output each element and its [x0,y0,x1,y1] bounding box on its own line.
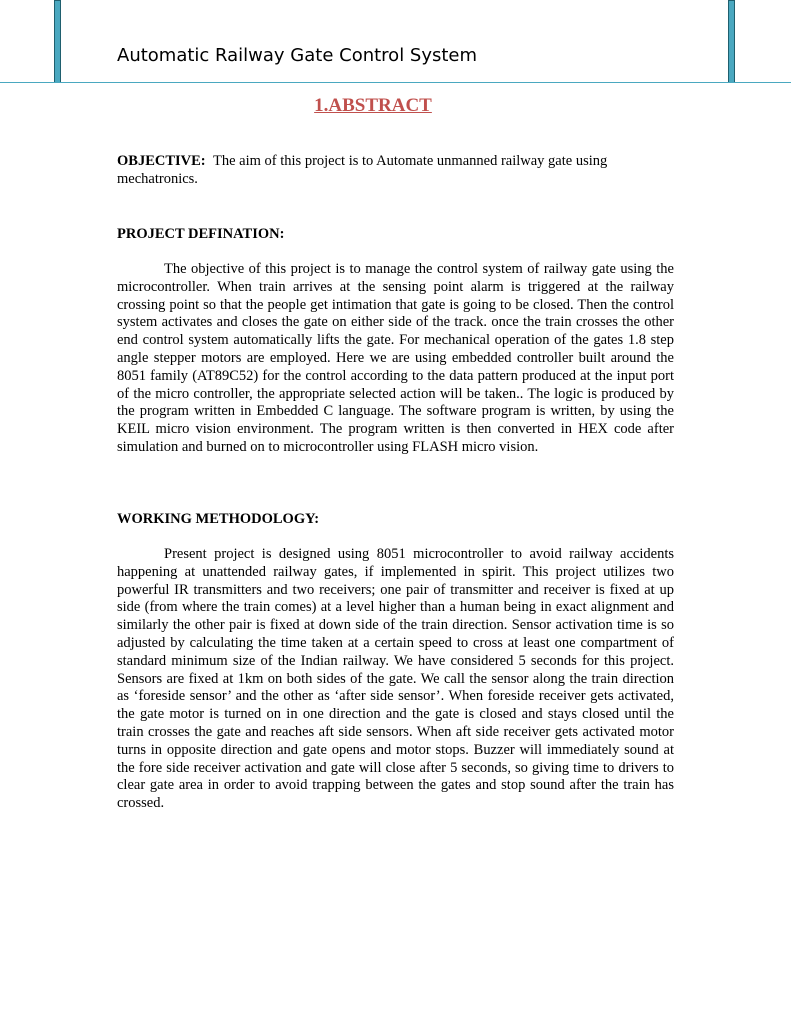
working-methodology-heading: WORKING METHODOLOGY: [117,511,320,527]
header-title: Automatic Railway Gate Control System [117,45,478,66]
header-left-bar [54,0,61,83]
objective-paragraph [117,152,677,188]
project-definition-heading: PROJECT DEFINATION: [117,226,285,242]
header-divider [0,82,791,83]
objective-label: OBJECTIVE: [117,153,206,169]
project-definition-body: The objective of this project is to manage the control system of railway gate using the microcontroller. When train arrives at the sensing point alarm is triggered at the railway crossing point so that the people get intimation that gate is going to be closed. Then the control system activates and closes the gate on either side of the track. once the train crosses the other end control system automatically lifts the gate. For mechanical operation of the gates 1.8 step angle stepper motors are employed. Here we are using embedded controller built around the 8051 family (AT89C52) for the control according to the data pattern produced at the input port of the micro controller, the appropriate selected action will be taken.. The logic is produced by the program written in Embedded C language. The software program is written, by using the KEIL micro vision environment. The program written is then converted in HEX code after simulation and burned on to microcontroller using FLASH micro vision. [117,261,674,455]
header-right-bar [728,0,735,83]
section-title: 1.ABSTRACT [314,95,432,116]
working-methodology-body: Present project is designed using 8051 microcontroller to avoid railway accidents happening at unattended railway gates, if implemented in spirit. This project utilizes two powerful IR transmitters and two receivers; one pair of transmitter and receiver is fixed at up side (from where the train comes) at a level higher than a human being in exact alignment and similarly the other pair is fixed at down side of the train direction. Sensor activation time is so adjusted by calculating the time taken at a certain speed to cross at least one compartment of standard minimum size of the Indian railway. We have considered 5 seconds for this project. Sensors are fixed at 1km on both sides of the gate. We call the sensor along the train direction as ‘foreside sensor’ and the other as ‘after side sensor’. When foreside receiver gets activated, the gate motor is turned on in one direction and the gate is closed and stays closed until the train crosses the gate and reaches aft side sensors. When aft side receiver gets activated motor turns in opposite direction and gate opens and motor stops. Buzzer will immediately sound at the fore side receiver activation and gate will close after 5 seconds, so giving time to drivers to clear gate area in order to avoid trapping between the gates and stop sound after the train has crossed. [117,546,674,812]
objective-text: The aim of this project is to Automate unmanned railway gate using mechatronics. [117,153,608,187]
